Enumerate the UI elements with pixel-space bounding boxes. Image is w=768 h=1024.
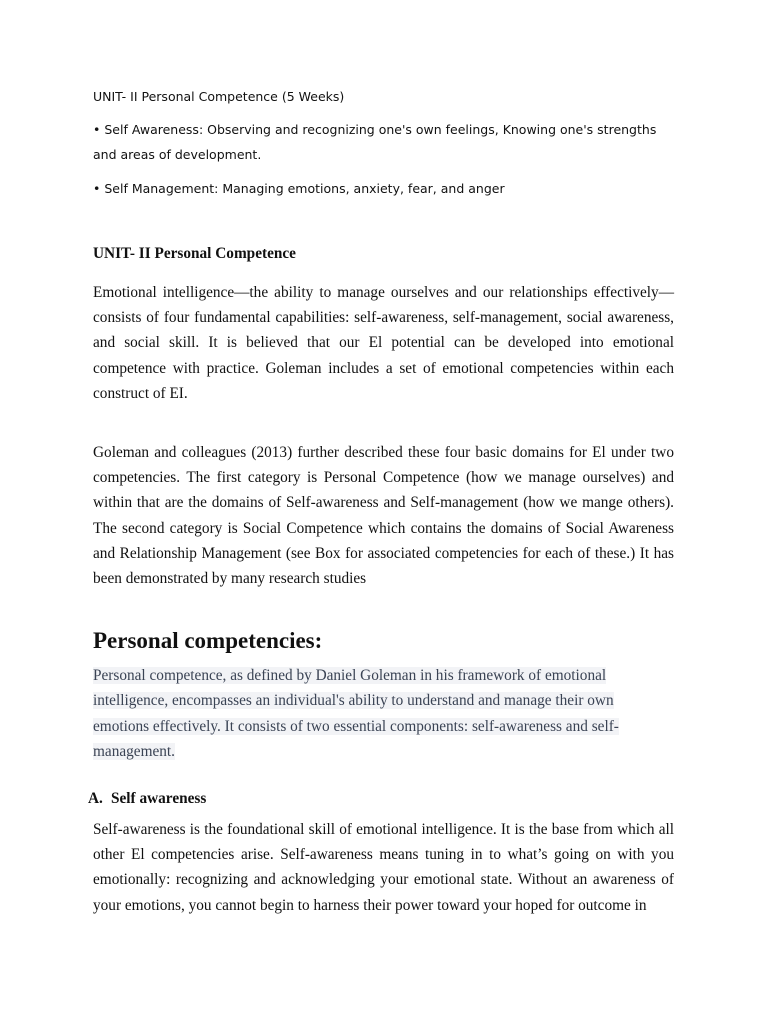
highlighted-definition [93, 663, 674, 764]
highlight-line: intelligence, encompasses an individual's ability to understand and manage their own [93, 692, 614, 710]
syllabus-bullet-self-awareness: • Self Awareness: Observing and recognizing one's own feelings, Knowing one's strengths and areas of development. [93, 122, 657, 162]
highlight-line: Personal competence, as defined by Daniel Goleman in his framework of emotional [93, 667, 607, 684]
highlight-line: emotions effectively. It consists of two essential components: self-awareness and self- [93, 717, 619, 735]
list-letter: A. [88, 790, 103, 807]
self-awareness-title: Self awareness [111, 790, 207, 807]
paragraph-goleman-domains: Goleman and colleagues (2013) further described these four basic domains for El under two competencies. The first category is Personal Competence (how we manage ourselves) and within that are the domains of Self-awareness and Self-management (how we mange others). The second category is Social Competence which contains the domains of Social Awareness and Relationship Management (see Box for associated competencies for each of these.) It has been demonstrated by many research studies [93, 444, 674, 588]
paragraph-emotional-intelligence: Emotional intelligence—the ability to manage ourselves and our relationships effectively—consists of four fundamental capabilities: self-awareness, self-management, social awareness, and social skill. It is believed that our El potential can be developed into emotional competence with practice. Goleman includes a set of emotional competencies within each construct of EI. [93, 284, 674, 402]
unit-heading: UNIT- II Personal Competence [93, 245, 296, 262]
syllabus-title: UNIT- II Personal Competence (5 Weeks) [93, 89, 345, 104]
paragraph-self-awareness: Self-awareness is the foundational skill of emotional intelligence. It is the base from which all other El competencies arise. Self-awareness means tuning in to what’s going on with you emotionally: recognizing and acknowledging your emotional state. Without an awareness of your emotions, you cannot begin to harness their power toward your hoped for outcome in [93, 821, 674, 914]
personal-competencies-heading: Personal competencies: [93, 628, 323, 653]
syllabus-bullet-self-management: • Self Management: Managing emotions, anxiety, fear, and anger [93, 181, 505, 196]
self-awareness-heading [88, 790, 206, 808]
highlight-line: management. [93, 742, 175, 760]
